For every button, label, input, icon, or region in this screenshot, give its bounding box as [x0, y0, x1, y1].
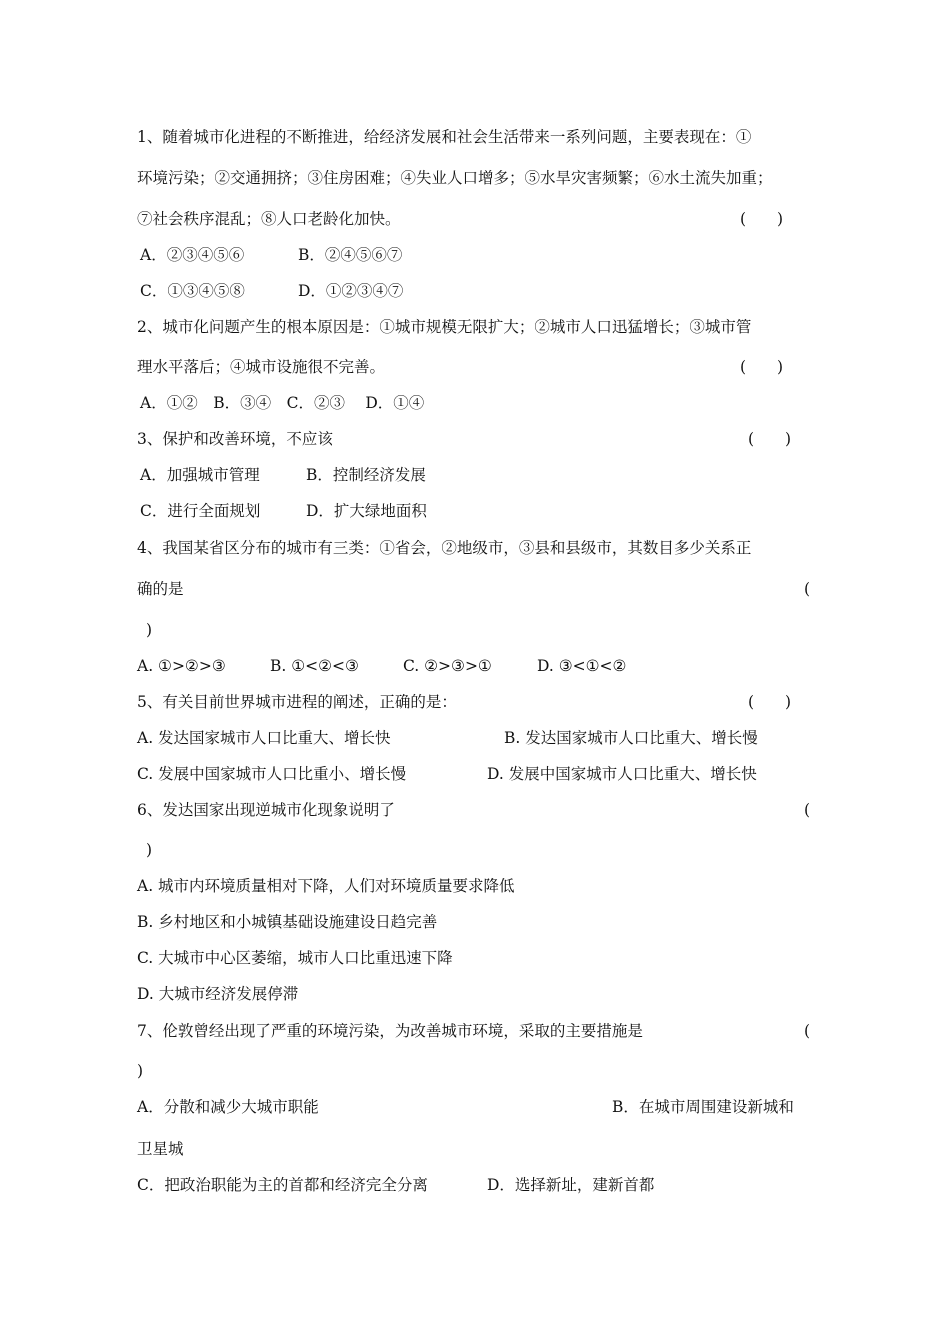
q6-option-b: B. 乡村地区和小城镇基础设施建设日趋完善	[137, 913, 438, 931]
q5-option-d: D. 发展中国家城市人口比重大、增长快	[487, 765, 757, 783]
q7-option-b-continued: 卫星城	[137, 1140, 184, 1158]
q4-option-a: A. ①>②>③	[137, 657, 226, 675]
q3-option-a: A．加强城市管理	[140, 466, 260, 484]
q1-option-a: A．②③④⑤⑥	[140, 246, 245, 264]
q5-option-c: C. 发展中国家城市人口比重小、增长慢	[137, 765, 407, 783]
q6-option-c: C. 大城市中心区萎缩，城市人口比重迅速下降	[137, 949, 453, 967]
q3-line-1: 3、保护和改善环境，不应该	[137, 430, 333, 448]
q3-option-d: D．扩大绿地面积	[306, 502, 427, 520]
q2-line-1: 2、城市化问题产生的根本原因是：①城市规模无限扩大；②城市人口迅猛增长；③城市管	[137, 318, 752, 336]
q5-option-a: A. 发达国家城市人口比重大、增长快	[137, 729, 391, 747]
q4-paren-open: (	[804, 580, 811, 598]
q4-option-b: B. ①<②<③	[270, 657, 359, 675]
q1-option-c: C．①③④⑤⑧	[140, 282, 245, 300]
q2-answer-paren: ( )	[740, 358, 784, 376]
q7-line-1: 7、伦敦曾经出现了严重的环境污染，为改善城市环境，采取的主要措施是	[137, 1022, 643, 1040]
q7-option-c: C．把政治职能为主的首都和经济完全分离	[137, 1176, 428, 1194]
q5-option-b: B. 发达国家城市人口比重大、增长慢	[504, 729, 758, 747]
q4-option-c: C. ②>③>①	[403, 657, 492, 675]
q4-line-2: 确的是	[137, 580, 184, 598]
q2-line-2: 理水平落后；④城市设施很不完善。	[137, 358, 386, 376]
q3-option-b: B．控制经济发展	[306, 466, 426, 484]
q5-line-1: 5、有关目前世界城市进程的阐述，正确的是：	[137, 693, 457, 711]
q7-paren-open: (	[804, 1022, 811, 1040]
q1-line-2: 环境污染；②交通拥挤；③住房困难；④失业人口增多；⑤水旱灾害频繁；⑥水土流失加重；	[137, 169, 773, 187]
q7-paren-close: )	[137, 1062, 144, 1080]
q4-paren-close: )	[146, 621, 153, 639]
q1-line-3: ⑦社会秩序混乱；⑧人口老龄化加快。	[137, 210, 401, 228]
q2-options: A．①② B．③④ C．②③ D．①④	[140, 394, 425, 412]
q6-paren-open: (	[804, 801, 811, 819]
q7-option-b: B．在城市周围建设新城和	[612, 1098, 794, 1116]
q6-option-d: D. 大城市经济发展停滞	[137, 985, 299, 1003]
q3-answer-paren: ( )	[748, 430, 792, 448]
q7-option-d: D．选择新址，建新首都	[487, 1176, 655, 1194]
q1-option-d: D．①②③④⑦	[298, 282, 404, 300]
q1-answer-paren: ( )	[740, 210, 784, 228]
q1-option-b: B．②④⑤⑥⑦	[298, 246, 403, 264]
q4-line-1: 4、我国某省区分布的城市有三类：①省会，②地级市，③县和县级市，其数目多少关系正	[137, 539, 752, 557]
q1-line-1: 1、随着城市化进程的不断推进，给经济发展和社会生活带来一系列问题，主要表现在：①	[137, 128, 752, 146]
q6-paren-close: )	[146, 841, 153, 859]
q5-answer-paren: ( )	[748, 693, 792, 711]
q6-line-1: 6、发达国家出现逆城市化现象说明了	[137, 801, 395, 819]
q3-option-c: C．进行全面规划	[140, 502, 261, 520]
q4-option-d: D. ③<①<②	[537, 657, 627, 675]
q7-option-a: A．分散和减少大城市职能	[137, 1098, 319, 1116]
q6-option-a: A. 城市内环境质量相对下降，人们对环境质量要求降低	[137, 877, 515, 895]
